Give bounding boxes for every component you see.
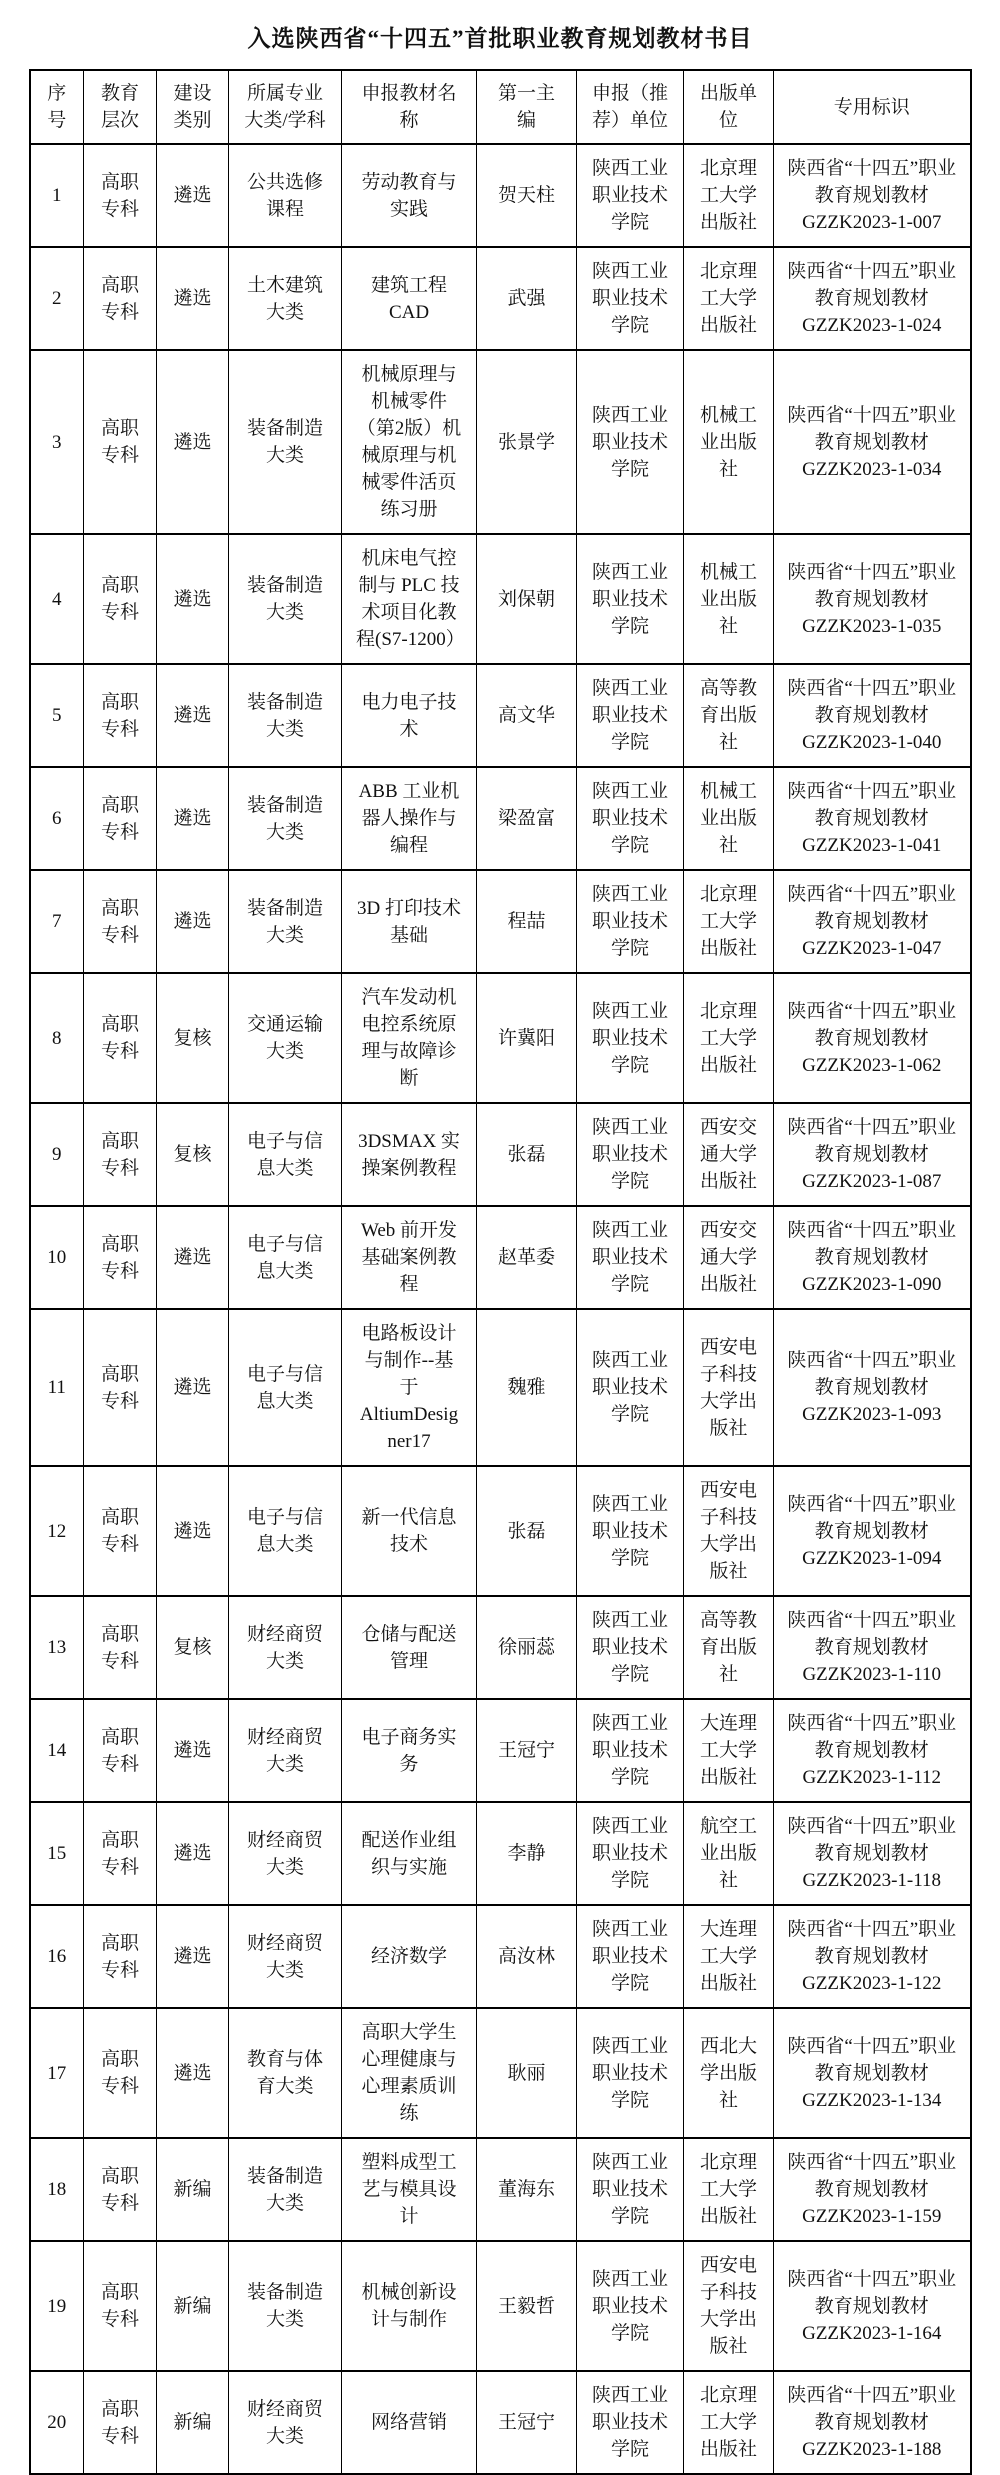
build-category-cell: 遴选 (157, 1466, 229, 1596)
special-id-cell (774, 767, 971, 870)
table-row (30, 2371, 971, 2474)
special-id-code: GZZK2023-1-188 (802, 2439, 942, 2460)
chief-editor-cell: 魏雅 (477, 1309, 577, 1466)
build-category-cell: 遴选 (157, 870, 229, 973)
major-category-cell: 装备制造大类 (229, 870, 342, 973)
chief-editor-cell: 高文华 (477, 664, 577, 767)
build-category-cell: 遴选 (157, 1699, 229, 1802)
textbook-table (29, 69, 972, 2475)
table-row (30, 1802, 971, 1905)
applicant-unit-cell: 陕西工业职业技术学院 (577, 2241, 684, 2371)
special-id-code: GZZK2023-1-090 (802, 1274, 942, 1295)
education-level-cell: 高职专科 (84, 1103, 157, 1206)
chief-editor-cell: 赵革委 (477, 1206, 577, 1309)
chief-editor-cell: 程喆 (477, 870, 577, 973)
chief-editor-cell: 张磊 (477, 1466, 577, 1596)
applicant-unit-cell: 陕西工业职业技术学院 (577, 973, 684, 1103)
applicant-unit-cell: 陕西工业职业技术学院 (577, 870, 684, 973)
education-level-cell: 高职专科 (84, 973, 157, 1103)
textbook-name-cell: 3DSMAX 实操案例教程 (342, 1103, 477, 1206)
applicant-unit-cell: 陕西工业职业技术学院 (577, 1802, 684, 1905)
table-row (30, 1103, 971, 1206)
textbook-name-cell: 配送作业组织与实施 (342, 1802, 477, 1905)
textbook-name-cell: 3D 打印技术基础 (342, 870, 477, 973)
serial-number-cell: 10 (30, 1206, 84, 1309)
special-id-label: 陕西省“十四五”职业教育规划教材 (787, 561, 957, 610)
table-row (30, 2241, 971, 2371)
textbook-name-cell: Web 前开发基础案例教程 (342, 1206, 477, 1309)
serial-number-cell: 11 (30, 1309, 84, 1466)
textbook-name-cell: 汽车发动机电控系统原理与故障诊断 (342, 973, 477, 1103)
serial-number-cell: 5 (30, 664, 84, 767)
publisher-cell: 机械工业出版社 (684, 767, 774, 870)
applicant-unit-cell: 陕西工业职业技术学院 (577, 247, 684, 350)
serial-number-cell: 3 (30, 350, 84, 534)
header-education-level: 教育层次 (84, 70, 157, 144)
serial-number-cell: 18 (30, 2138, 84, 2241)
serial-number-cell: 19 (30, 2241, 84, 2371)
chief-editor-cell: 贺天柱 (477, 144, 577, 247)
major-category-cell: 装备制造大类 (229, 2138, 342, 2241)
special-id-code: GZZK2023-1-034 (802, 458, 942, 480)
textbook-name-cell: 电子商务实务 (342, 1699, 477, 1802)
chief-editor-cell: 耿丽 (477, 2008, 577, 2138)
applicant-unit-cell: 陕西工业职业技术学院 (577, 1103, 684, 1206)
table-row (30, 247, 971, 350)
table-row (30, 1309, 971, 1466)
special-id-label: 陕西省“十四五”职业教育规划教材 (787, 1493, 957, 1542)
education-level-cell: 高职专科 (84, 1596, 157, 1699)
major-category-cell: 电子与信息大类 (229, 1103, 342, 1206)
chief-editor-cell: 董海东 (477, 2138, 577, 2241)
textbook-name-cell: ABB 工业机器人操作与编程 (342, 767, 477, 870)
header-textbook-name: 申报教材名称 (342, 70, 477, 144)
education-level-cell: 高职专科 (84, 664, 157, 767)
table-header (30, 70, 971, 144)
header-chief-editor: 第一主编 (477, 70, 577, 144)
education-level-cell: 高职专科 (84, 870, 157, 973)
special-id-label: 陕西省“十四五”职业教育规划教材 (787, 678, 957, 726)
chief-editor-cell: 王毅哲 (477, 2241, 577, 2371)
special-id-code: GZZK2023-1-164 (802, 2322, 942, 2344)
major-category-cell: 装备制造大类 (229, 664, 342, 767)
applicant-unit-cell: 陕西工业职业技术学院 (577, 1596, 684, 1699)
publisher-cell: 西安电子科技大学出版社 (684, 2241, 774, 2371)
header-serial-number: 序号 (30, 70, 84, 144)
build-category-cell: 新编 (157, 2371, 229, 2474)
build-category-cell: 遴选 (157, 664, 229, 767)
special-id-code: GZZK2023-1-134 (802, 2089, 942, 2111)
applicant-unit-cell: 陕西工业职业技术学院 (577, 2008, 684, 2138)
table-row (30, 1596, 971, 1699)
special-id-code: GZZK2023-1-035 (802, 615, 942, 637)
special-id-label: 陕西省“十四五”职业教育规划教材 (787, 1816, 957, 1864)
applicant-unit-cell: 陕西工业职业技术学院 (577, 2138, 684, 2241)
serial-number-cell: 7 (30, 870, 84, 973)
special-id-cell (774, 2008, 971, 2138)
table-row (30, 767, 971, 870)
publisher-cell: 航空工业出版社 (684, 1802, 774, 1905)
textbook-name-cell: 塑料成型工艺与模具设计 (342, 2138, 477, 2241)
build-category-cell: 复核 (157, 973, 229, 1103)
education-level-cell: 高职专科 (84, 1309, 157, 1466)
special-id-label: 陕西省“十四五”职业教育规划教材 (787, 1713, 957, 1761)
table-row (30, 350, 971, 534)
special-id-code: GZZK2023-1-112 (802, 1767, 942, 1788)
education-level-cell: 高职专科 (84, 767, 157, 870)
education-level-cell: 高职专科 (84, 1466, 157, 1596)
textbook-name-cell: 网络营销 (342, 2371, 477, 2474)
special-id-code: GZZK2023-1-159 (802, 2206, 942, 2227)
build-category-cell: 新编 (157, 2138, 229, 2241)
special-id-label: 陕西省“十四五”职业教育规划教材 (787, 2268, 957, 2317)
education-level-cell: 高职专科 (84, 350, 157, 534)
special-id-cell (774, 534, 971, 664)
publisher-cell: 西安交通大学出版社 (684, 1103, 774, 1206)
special-id-code: GZZK2023-1-110 (802, 1664, 942, 1685)
education-level-cell: 高职专科 (84, 247, 157, 350)
serial-number-cell: 20 (30, 2371, 84, 2474)
publisher-cell: 北京理工大学出版社 (684, 2138, 774, 2241)
serial-number-cell: 2 (30, 247, 84, 350)
publisher-cell: 北京理工大学出版社 (684, 144, 774, 247)
header-publisher: 出版单位 (684, 70, 774, 144)
major-category-cell: 财经商贸大类 (229, 1905, 342, 2008)
major-category-cell: 财经商贸大类 (229, 2371, 342, 2474)
serial-number-cell: 9 (30, 1103, 84, 1206)
special-id-cell (774, 144, 971, 247)
serial-number-cell: 17 (30, 2008, 84, 2138)
textbook-name-cell: 仓储与配送管理 (342, 1596, 477, 1699)
special-id-label: 陕西省“十四五”职业教育规划教材 (787, 884, 957, 932)
textbook-name-cell: 电力电子技术 (342, 664, 477, 767)
applicant-unit-cell: 陕西工业职业技术学院 (577, 2371, 684, 2474)
table-row (30, 1699, 971, 1802)
publisher-cell: 机械工业出版社 (684, 350, 774, 534)
textbook-name-cell: 新一代信息技术 (342, 1466, 477, 1596)
serial-number-cell: 8 (30, 973, 84, 1103)
special-id-cell (774, 664, 971, 767)
table-row (30, 2138, 971, 2241)
chief-editor-cell: 许冀阳 (477, 973, 577, 1103)
special-id-cell (774, 1206, 971, 1309)
chief-editor-cell: 李静 (477, 1802, 577, 1905)
header-applicant-unit: 申报（推荐）单位 (577, 70, 684, 144)
header-build-category: 建设类别 (157, 70, 229, 144)
special-id-cell (774, 1466, 971, 1596)
build-category-cell: 遴选 (157, 1206, 229, 1309)
special-id-label: 陕西省“十四五”职业教育规划教材 (787, 1220, 957, 1268)
education-level-cell: 高职专科 (84, 2241, 157, 2371)
special-id-label: 陕西省“十四五”职业教育规划教材 (787, 1350, 957, 1398)
special-id-code: GZZK2023-1-062 (802, 1054, 942, 1076)
publisher-cell: 西安电子科技大学出版社 (684, 1309, 774, 1466)
table-row (30, 1905, 971, 2008)
special-id-code: GZZK2023-1-007 (802, 212, 942, 233)
major-category-cell: 电子与信息大类 (229, 1466, 342, 1596)
education-level-cell: 高职专科 (84, 1905, 157, 2008)
build-category-cell: 遴选 (157, 2008, 229, 2138)
major-category-cell: 电子与信息大类 (229, 1206, 342, 1309)
special-id-cell (774, 1309, 971, 1466)
publisher-cell: 北京理工大学出版社 (684, 973, 774, 1103)
special-id-cell (774, 2138, 971, 2241)
major-category-cell: 土木建筑大类 (229, 247, 342, 350)
applicant-unit-cell: 陕西工业职业技术学院 (577, 1206, 684, 1309)
special-id-label: 陕西省“十四五”职业教育规划教材 (787, 1117, 957, 1165)
education-level-cell: 高职专科 (84, 2371, 157, 2474)
chief-editor-cell: 梁盈富 (477, 767, 577, 870)
build-category-cell: 遴选 (157, 350, 229, 534)
education-level-cell: 高职专科 (84, 2138, 157, 2241)
publisher-cell: 机械工业出版社 (684, 534, 774, 664)
education-level-cell: 高职专科 (84, 144, 157, 247)
serial-number-cell: 15 (30, 1802, 84, 1905)
build-category-cell: 遴选 (157, 534, 229, 664)
build-category-cell: 遴选 (157, 1309, 229, 1466)
major-category-cell: 财经商贸大类 (229, 1699, 342, 1802)
table-row (30, 534, 971, 664)
header-special-id: 专用标识 (774, 70, 971, 144)
special-id-cell (774, 2241, 971, 2371)
major-category-cell: 装备制造大类 (229, 350, 342, 534)
chief-editor-cell: 张景学 (477, 350, 577, 534)
serial-number-cell: 12 (30, 1466, 84, 1596)
applicant-unit-cell: 陕西工业职业技术学院 (577, 1699, 684, 1802)
chief-editor-cell: 张磊 (477, 1103, 577, 1206)
applicant-unit-cell: 陕西工业职业技术学院 (577, 664, 684, 767)
serial-number-cell: 14 (30, 1699, 84, 1802)
major-category-cell: 装备制造大类 (229, 534, 342, 664)
serial-number-cell: 16 (30, 1905, 84, 2008)
special-id-label: 陕西省“十四五”职业教育规划教材 (787, 158, 957, 206)
build-category-cell: 遴选 (157, 1802, 229, 1905)
header-row (30, 70, 971, 144)
major-category-cell: 教育与体育大类 (229, 2008, 342, 2138)
publisher-cell: 西安电子科技大学出版社 (684, 1466, 774, 1596)
special-id-code: GZZK2023-1-040 (802, 732, 942, 753)
applicant-unit-cell: 陕西工业职业技术学院 (577, 1466, 684, 1596)
applicant-unit-cell: 陕西工业职业技术学院 (577, 534, 684, 664)
textbook-name-cell: 机械创新设计与制作 (342, 2241, 477, 2371)
textbook-name-cell: 机床电气控制与 PLC 技术项目化教程(S7-1200） (342, 534, 477, 664)
major-category-cell: 交通运输大类 (229, 973, 342, 1103)
education-level-cell: 高职专科 (84, 1206, 157, 1309)
education-level-cell: 高职专科 (84, 1699, 157, 1802)
special-id-cell (774, 1905, 971, 2008)
serial-number-cell: 6 (30, 767, 84, 870)
publisher-cell: 大连理工大学出版社 (684, 1699, 774, 1802)
publisher-cell: 北京理工大学出版社 (684, 247, 774, 350)
table-row (30, 2008, 971, 2138)
education-level-cell: 高职专科 (84, 534, 157, 664)
education-level-cell: 高职专科 (84, 2008, 157, 2138)
special-id-cell (774, 1103, 971, 1206)
serial-number-cell: 1 (30, 144, 84, 247)
chief-editor-cell: 王冠宁 (477, 2371, 577, 2474)
major-category-cell: 财经商贸大类 (229, 1596, 342, 1699)
special-id-code: GZZK2023-1-118 (802, 1870, 942, 1891)
textbook-name-cell: 劳动教育与实践 (342, 144, 477, 247)
table-row (30, 870, 971, 973)
major-category-cell: 财经商贸大类 (229, 1802, 342, 1905)
publisher-cell: 西北大学出版社 (684, 2008, 774, 2138)
special-id-code: GZZK2023-1-122 (802, 1973, 942, 1994)
serial-number-cell: 4 (30, 534, 84, 664)
special-id-cell (774, 350, 971, 534)
chief-editor-cell: 刘保朝 (477, 534, 577, 664)
textbook-name-cell: 高职大学生心理健康与心理素质训练 (342, 2008, 477, 2138)
special-id-cell (774, 870, 971, 973)
build-category-cell: 复核 (157, 1596, 229, 1699)
special-id-cell (774, 247, 971, 350)
publisher-cell: 高等教育出版社 (684, 1596, 774, 1699)
special-id-code: GZZK2023-1-087 (802, 1171, 942, 1192)
build-category-cell: 遴选 (157, 144, 229, 247)
publisher-cell: 西安交通大学出版社 (684, 1206, 774, 1309)
special-id-cell (774, 1596, 971, 1699)
special-id-cell (774, 973, 971, 1103)
publisher-cell: 大连理工大学出版社 (684, 1905, 774, 2008)
special-id-code: GZZK2023-1-094 (802, 1547, 942, 1569)
header-major-category: 所属专业大类/学科 (229, 70, 342, 144)
applicant-unit-cell: 陕西工业职业技术学院 (577, 1905, 684, 2008)
textbook-name-cell: 建筑工程 CAD (342, 247, 477, 350)
table-row (30, 144, 971, 247)
special-id-label: 陕西省“十四五”职业教育规划教材 (787, 781, 957, 829)
publisher-cell: 高等教育出版社 (684, 664, 774, 767)
table-body (30, 144, 971, 2474)
applicant-unit-cell: 陕西工业职业技术学院 (577, 1309, 684, 1466)
build-category-cell: 遴选 (157, 247, 229, 350)
chief-editor-cell: 徐丽蕊 (477, 1596, 577, 1699)
special-id-cell (774, 1699, 971, 1802)
chief-editor-cell: 王冠宁 (477, 1699, 577, 1802)
major-category-cell: 装备制造大类 (229, 767, 342, 870)
page-title: 入选陕西省“十四五”首批职业教育规划教材书目 (247, 26, 753, 51)
special-id-label: 陕西省“十四五”职业教育规划教材 (787, 1000, 957, 1049)
build-category-cell: 遴选 (157, 767, 229, 870)
special-id-label: 陕西省“十四五”职业教育规划教材 (787, 2385, 957, 2433)
table-row (30, 1466, 971, 1596)
major-category-cell: 装备制造大类 (229, 2241, 342, 2371)
chief-editor-cell: 高汝林 (477, 1905, 577, 2008)
special-id-code: GZZK2023-1-047 (802, 938, 942, 959)
textbook-name-cell: 经济数学 (342, 1905, 477, 2008)
serial-number-cell: 13 (30, 1596, 84, 1699)
table-row (30, 973, 971, 1103)
special-id-label: 陕西省“十四五”职业教育规划教材 (787, 1610, 957, 1658)
special-id-code: GZZK2023-1-024 (802, 315, 942, 336)
special-id-cell (774, 1802, 971, 1905)
special-id-label: 陕西省“十四五”职业教育规划教材 (787, 1919, 957, 1967)
special-id-label: 陕西省“十四五”职业教育规划教材 (787, 2035, 957, 2084)
build-category-cell: 复核 (157, 1103, 229, 1206)
table-row (30, 1206, 971, 1309)
table-row (30, 664, 971, 767)
applicant-unit-cell: 陕西工业职业技术学院 (577, 767, 684, 870)
special-id-cell (774, 2371, 971, 2474)
education-level-cell: 高职专科 (84, 1802, 157, 1905)
build-category-cell: 遴选 (157, 1905, 229, 2008)
textbook-name-cell: 电路板设计与制作--基于AltiumDesigner17 (342, 1309, 477, 1466)
chief-editor-cell: 武强 (477, 247, 577, 350)
special-id-code: GZZK2023-1-041 (802, 835, 942, 856)
special-id-code: GZZK2023-1-093 (802, 1404, 942, 1425)
applicant-unit-cell: 陕西工业职业技术学院 (577, 350, 684, 534)
publisher-cell: 北京理工大学出版社 (684, 2371, 774, 2474)
major-category-cell: 公共选修课程 (229, 144, 342, 247)
textbook-name-cell: 机械原理与机械零件（第2版）机械原理与机械零件活页练习册 (342, 350, 477, 534)
applicant-unit-cell: 陕西工业职业技术学院 (577, 144, 684, 247)
special-id-label: 陕西省“十四五”职业教育规划教材 (787, 261, 957, 309)
major-category-cell: 电子与信息大类 (229, 1309, 342, 1466)
publisher-cell: 北京理工大学出版社 (684, 870, 774, 973)
build-category-cell: 新编 (157, 2241, 229, 2371)
special-id-label: 陕西省“十四五”职业教育规划教材 (787, 404, 957, 453)
special-id-label: 陕西省“十四五”职业教育规划教材 (787, 2152, 957, 2200)
